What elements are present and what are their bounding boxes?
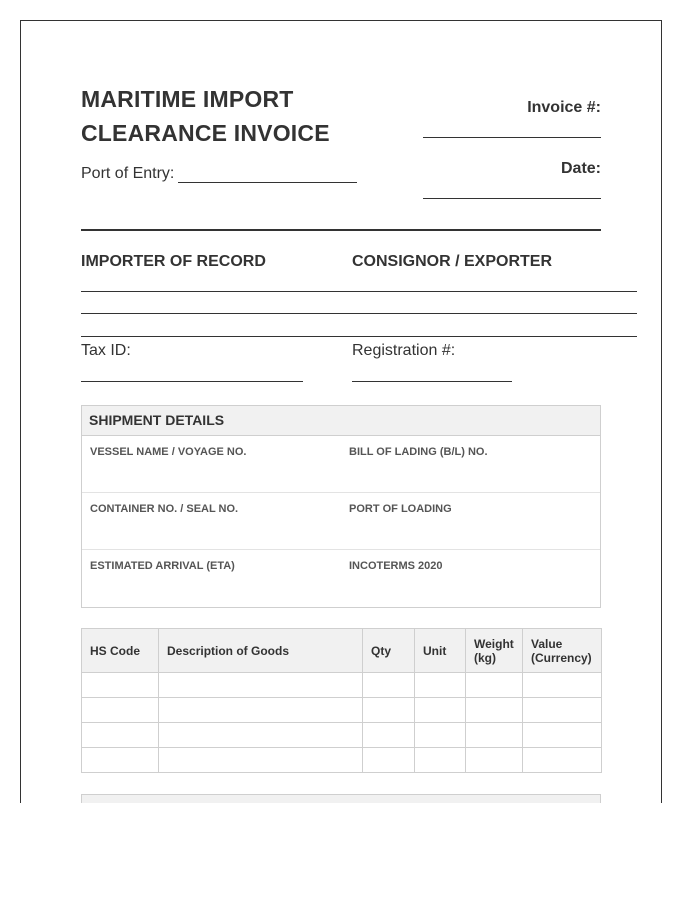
table-cell[interactable] <box>159 723 363 748</box>
consignor-exporter-heading: CONSIGNOR / EXPORTER <box>352 253 553 270</box>
goods-table <box>81 628 602 773</box>
table-cell[interactable] <box>523 748 602 773</box>
description-column-header: Description of Goods <box>159 629 363 673</box>
table-cell[interactable] <box>523 673 602 698</box>
table-cell[interactable] <box>466 673 523 698</box>
weight-column-header <box>466 629 523 673</box>
value-header-line-1: Value <box>531 636 563 651</box>
incoterms-label: INCOTERMS 2020 <box>349 560 443 572</box>
port-of-entry-label: Port of Entry: <box>81 165 175 182</box>
table-cell[interactable] <box>415 723 466 748</box>
table-row <box>82 673 602 698</box>
table-cell[interactable] <box>82 698 159 723</box>
shipment-details-heading: SHIPMENT DETAILS <box>82 406 600 436</box>
table-cell[interactable] <box>363 748 415 773</box>
table-cell[interactable] <box>82 748 159 773</box>
header-divider <box>81 229 601 231</box>
table-cell[interactable] <box>466 748 523 773</box>
goods-table-header-row <box>82 629 602 673</box>
table-cell[interactable] <box>159 748 363 773</box>
date-field[interactable] <box>423 198 601 199</box>
title-line-2: CLEARANCE INVOICE <box>81 120 330 146</box>
table-cell[interactable] <box>523 698 602 723</box>
container-seal-label: CONTAINER NO. / SEAL NO. <box>90 503 239 515</box>
table-cell[interactable] <box>159 698 363 723</box>
title-line-1: MARITIME IMPORT <box>81 86 294 112</box>
shipment-row-container <box>82 493 600 550</box>
table-cell[interactable] <box>363 723 415 748</box>
table-row <box>82 748 602 773</box>
registration-field[interactable] <box>352 381 512 382</box>
value-column-header <box>523 629 602 673</box>
bill-of-lading-label: BILL OF LADING (B/L) NO. <box>349 446 488 458</box>
table-cell[interactable] <box>466 698 523 723</box>
eta-label: ESTIMATED ARRIVAL (ETA) <box>90 560 235 572</box>
table-row <box>82 723 602 748</box>
shipment-row-eta <box>82 550 600 606</box>
table-cell[interactable] <box>82 723 159 748</box>
weight-header-line-2: (kg) <box>474 650 496 665</box>
shipment-details-box <box>81 405 601 608</box>
table-cell[interactable] <box>363 673 415 698</box>
invoice-title <box>81 82 330 150</box>
invoice-form-page <box>20 20 662 803</box>
party-address-line-3[interactable] <box>81 336 637 337</box>
port-of-loading-label: PORT OF LOADING <box>349 503 452 515</box>
table-cell[interactable] <box>415 748 466 773</box>
table-row <box>82 698 602 723</box>
vessel-voyage-label: VESSEL NAME / VOYAGE NO. <box>90 446 247 458</box>
table-cell[interactable] <box>523 723 602 748</box>
weight-header-line-1: Weight <box>474 636 514 651</box>
importer-of-record-heading: IMPORTER OF RECORD <box>81 253 266 270</box>
tax-id-field[interactable] <box>81 381 303 382</box>
party-address-line-2[interactable] <box>81 313 637 314</box>
table-cell[interactable] <box>415 673 466 698</box>
registration-label: Registration #: <box>352 342 456 359</box>
invoice-number-field[interactable] <box>423 137 601 138</box>
table-cell[interactable] <box>415 698 466 723</box>
date-label: Date: <box>560 160 601 177</box>
unit-column-header: Unit <box>415 629 466 673</box>
hs-code-column-header: HS Code <box>82 629 159 673</box>
table-cell[interactable] <box>159 673 363 698</box>
table-cell[interactable] <box>363 698 415 723</box>
port-of-entry-field[interactable] <box>178 182 357 183</box>
totals-section-cutoff <box>81 794 601 803</box>
invoice-number-label: Invoice #: <box>527 99 601 116</box>
value-header-line-2: (Currency) <box>531 650 592 665</box>
table-cell[interactable] <box>82 673 159 698</box>
party-address-line-1[interactable] <box>81 291 637 292</box>
qty-column-header: Qty <box>363 629 415 673</box>
table-cell[interactable] <box>466 723 523 748</box>
shipment-row-vessel <box>82 436 600 493</box>
tax-id-label: Tax ID: <box>81 342 131 359</box>
